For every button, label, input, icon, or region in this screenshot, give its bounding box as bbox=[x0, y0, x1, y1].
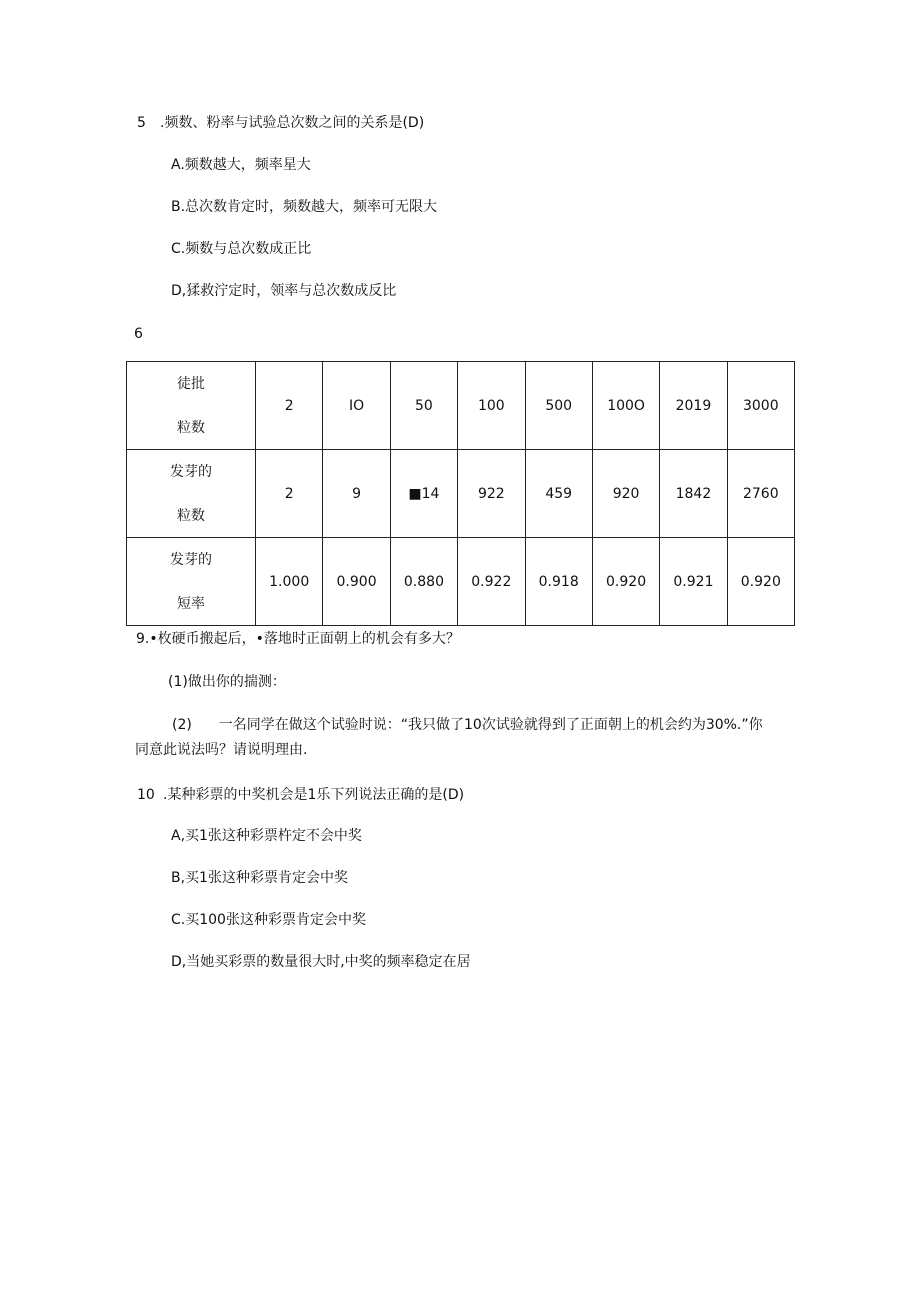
row-header-line1: 发芽的 bbox=[170, 463, 212, 480]
table-cell: 922 bbox=[458, 450, 525, 538]
row-header-line1: 发芽的 bbox=[170, 551, 212, 568]
q10-option-b: B,买1张这种彩票肯定会中奖 bbox=[171, 870, 348, 886]
q6-number: 6 bbox=[134, 326, 143, 342]
table-cell: 3000 bbox=[727, 362, 794, 450]
row-header-line1: 徒批 bbox=[177, 375, 205, 392]
row-header-seeds bbox=[127, 362, 256, 450]
table-row-rate bbox=[127, 538, 795, 626]
q10-number: 10 bbox=[137, 787, 155, 803]
table-cell: 100O bbox=[592, 362, 659, 450]
table-cell: 9 bbox=[323, 450, 390, 538]
table-cell: 920 bbox=[592, 450, 659, 538]
row-header-germinated bbox=[127, 450, 256, 538]
table-cell: 0.922 bbox=[458, 538, 525, 626]
table-cell: 50 bbox=[390, 362, 457, 450]
q10-stem: .某种彩票的中奖机会是1乐下列说法正确的是(D) bbox=[163, 787, 465, 803]
q5-option-b: B.总次数肯定时，频数越大，频率可无限大 bbox=[171, 199, 438, 215]
table-cell: 0.921 bbox=[660, 538, 727, 626]
table-row-seeds bbox=[127, 362, 795, 450]
table-cell: 459 bbox=[525, 450, 592, 538]
table-cell: 1842 bbox=[660, 450, 727, 538]
table-cell: 2760 bbox=[727, 450, 794, 538]
table-cell: 0.920 bbox=[727, 538, 794, 626]
table-cell: 2019 bbox=[660, 362, 727, 450]
table-cell: 2 bbox=[256, 362, 323, 450]
row-header-line2: 粒数 bbox=[177, 419, 205, 436]
table-cell: 500 bbox=[525, 362, 592, 450]
table-cell: 100 bbox=[458, 362, 525, 450]
q5-number: 5 bbox=[137, 115, 146, 131]
q5-option-a: A.频数越大，频率星大 bbox=[171, 157, 311, 173]
q9-part1: (1)做出你的揣测： bbox=[168, 674, 286, 690]
q10-option-c: C.买100张这种彩票肯定会中奖 bbox=[171, 912, 366, 928]
table-cell: 2 bbox=[256, 450, 323, 538]
table-row-germinated bbox=[127, 450, 795, 538]
q5-option-c: C.频数与总次数成正比 bbox=[171, 241, 312, 257]
table-cell: 1.000 bbox=[256, 538, 323, 626]
row-header-line2: 短率 bbox=[177, 595, 205, 612]
table-cell: ■14 bbox=[390, 450, 457, 538]
row-header-rate bbox=[127, 538, 256, 626]
q9-part2-number: (2) bbox=[172, 717, 192, 733]
q5-option-d: D,猱救泞定时，领率与总次数成反比 bbox=[171, 283, 397, 299]
q10-option-a: A,买1张这种彩票杵定不会中奖 bbox=[171, 828, 362, 844]
q9-stem: 9.•枚硬币搬起后，•落地时正面朝上的机会有多大？ bbox=[136, 631, 460, 647]
row-header-line2: 粒数 bbox=[177, 507, 205, 524]
table-cell: 0.880 bbox=[390, 538, 457, 626]
table-cell: 0.918 bbox=[525, 538, 592, 626]
q5-stem: .频数、粉率与试验总次数之间的关系是(D) bbox=[160, 115, 425, 131]
q9-part2-continuation: 同意此说法吗？请说明理由. bbox=[135, 742, 308, 758]
table-cell: IO bbox=[323, 362, 390, 450]
table-cell: 0.900 bbox=[323, 538, 390, 626]
q9-part2 bbox=[172, 715, 763, 735]
q10-option-d: D,当她买彩票的数量很大时,中奖的频率稳定在居 bbox=[171, 954, 471, 970]
germination-table bbox=[126, 361, 795, 626]
table-cell: 0.920 bbox=[592, 538, 659, 626]
q9-part2-text: 一名同学在做这个试验时说：“我只做了10次试验就得到了正面朝上的机会约为30%.”你 bbox=[218, 717, 763, 733]
